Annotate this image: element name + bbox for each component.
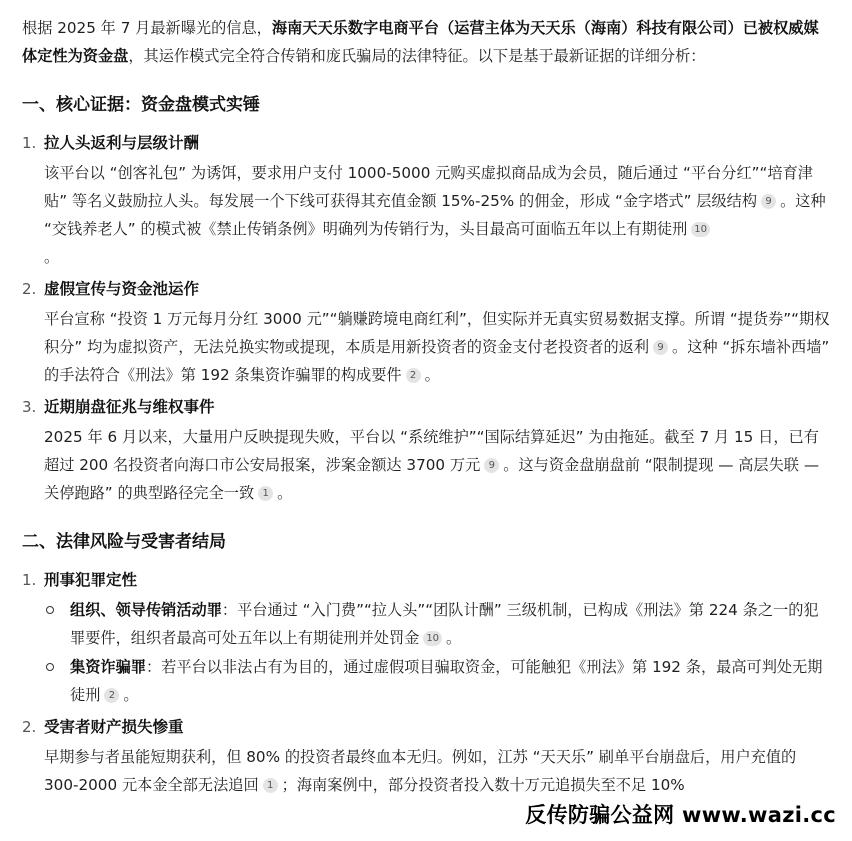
citation-badge[interactable]: 9 bbox=[761, 194, 776, 209]
list-number: 3. bbox=[22, 398, 37, 416]
item-title: 受害者财产损失惨重 bbox=[44, 718, 184, 736]
body-text: 。 bbox=[277, 484, 293, 502]
citation-badge[interactable]: 2 bbox=[104, 688, 119, 703]
citation-badge[interactable]: 2 bbox=[406, 368, 421, 383]
intro-text-tail: ，其运作模式完全符合传销和庞氏骗局的法律特征。以下是基于最新证据的详细分析： bbox=[128, 47, 706, 65]
sub-list-item bbox=[44, 596, 830, 652]
body-text: 早期参与者虽能短期获利，但 80% 的投资者最终血本无归。例如，江苏 “天天乐” 刷单平台崩盘后，用户充值的 300-2000 元本金全部无法追回 bbox=[44, 748, 797, 794]
citation-badge[interactable]: 9 bbox=[484, 458, 499, 473]
list-item bbox=[22, 712, 830, 799]
body-text: 。这种 “拆东墙补西墙” 的手法符合《刑法》第 192 条集资诈骗罪的构成要件 bbox=[44, 338, 830, 384]
item-title: 拉人头返利与层级计酬 bbox=[44, 134, 200, 152]
citation-badge[interactable]: 9 bbox=[653, 340, 668, 355]
list-item bbox=[22, 565, 830, 709]
body-text: 。这种 “交钱养老人” 的模式被《禁止传销条例》明确列为传销行为，头目最高可面临五年以上有期徒刑 bbox=[44, 192, 826, 238]
body-text: ：若平台以非法占有为目的，通过虚假项目骗取资金，可能触犯《刑法》第 192 条，最高可判处无期徒刑 bbox=[70, 658, 823, 704]
citation-badge[interactable]: 10 bbox=[423, 631, 442, 646]
item-body bbox=[44, 743, 830, 799]
section-heading-evidence: 一、核心证据：资金盘模式实锤 bbox=[22, 95, 260, 115]
section-heading-legal-risk: 二、法律风险与受害者结局 bbox=[22, 532, 226, 552]
sub-list-item bbox=[44, 653, 830, 709]
list-number: 2. bbox=[22, 280, 37, 298]
body-text: 。这与资金盘崩盘前 “限制提现 — 高层失联 — 关停跑路” 的典型路径完全一致 bbox=[44, 456, 820, 502]
intro-text: 根据 2025 年 7 月最新曝光的信息， bbox=[22, 19, 272, 37]
body-text: 。 bbox=[123, 686, 139, 704]
item-title: 近期崩盘征兆与维权事件 bbox=[44, 398, 215, 416]
item-title: 刑事犯罪定性 bbox=[44, 571, 138, 589]
intro-emphasis: 海南天天乐数字电商平台（运营主体为天天乐（海南）科技有限公司）已被权威媒体定性为资金盘 bbox=[22, 19, 819, 65]
item-body bbox=[44, 159, 830, 271]
citation-badge[interactable]: 1 bbox=[263, 778, 278, 793]
sub-item-body bbox=[70, 653, 830, 709]
list-item bbox=[22, 128, 830, 271]
watermark-logo: 反传防骗公益网 www.wazi.cc bbox=[523, 799, 838, 829]
list-number: 1. bbox=[22, 571, 37, 589]
body-text: 2025 年 6 月以来，大量用户反映提现失败，平台以 “系统维护”“国际结算延迟” 为由拖延。截至 7 月 15 日，已有超过 200 名投资者向海口市公安局报案，涉案金额达 3700 万元 bbox=[44, 428, 819, 474]
body-text: 。 bbox=[424, 366, 440, 384]
list-number: 1. bbox=[22, 134, 37, 152]
body-text: 该平台以 “创客礼包” 为诱饵，要求用户支付 1000-5000 元购买虚拟商品成为会员，随后通过 “平台分红”“培育津贴” 等名义鼓励拉人头。每发展一个下线可获得其充值金额 15%-25% 的佣金，形成 “金字塔式” 层级结构 bbox=[44, 164, 813, 210]
item-title: 虚假宣传与资金池运作 bbox=[44, 280, 200, 298]
bullet-circle-icon bbox=[44, 653, 70, 709]
list-item bbox=[22, 274, 830, 389]
item-body bbox=[44, 423, 830, 507]
body-text: ；海南案例中，部分投资者投入数十万元追损失至不足 10% bbox=[281, 776, 685, 794]
body-text: 。 bbox=[44, 248, 60, 266]
bullet-circle-icon bbox=[44, 596, 70, 652]
item-body bbox=[44, 305, 830, 389]
citation-badge[interactable]: 1 bbox=[258, 486, 273, 501]
list-number: 2. bbox=[22, 718, 37, 736]
sub-item-label: 组织、领导传销活动罪 bbox=[70, 601, 222, 619]
sub-item-label: 集资诈骗罪 bbox=[70, 658, 146, 676]
body-text: 。 bbox=[446, 629, 462, 647]
sub-item-body bbox=[70, 596, 830, 652]
body-text: ：平台通过 “入门费”“拉人头”“团队计酬” 三级机制，已构成《刑法》第 224 条之一的犯罪要件，组织者最高可处五年以上有期徒刑并处罚金 bbox=[70, 601, 819, 647]
citation-badge[interactable]: 10 bbox=[691, 222, 710, 237]
body-text: 平台宣称 “投资 1 万元每月分红 3000 元”“躺赚跨境电商红利”，但实际并无真实贸易数据支撑。所谓 “提货券”“期权积分” 均为虚拟资产，无法兑换实物或提现，本质是用新投资者的资金支付老投资者的返利 bbox=[44, 310, 830, 356]
list-item bbox=[22, 392, 830, 507]
intro-paragraph bbox=[22, 14, 830, 70]
